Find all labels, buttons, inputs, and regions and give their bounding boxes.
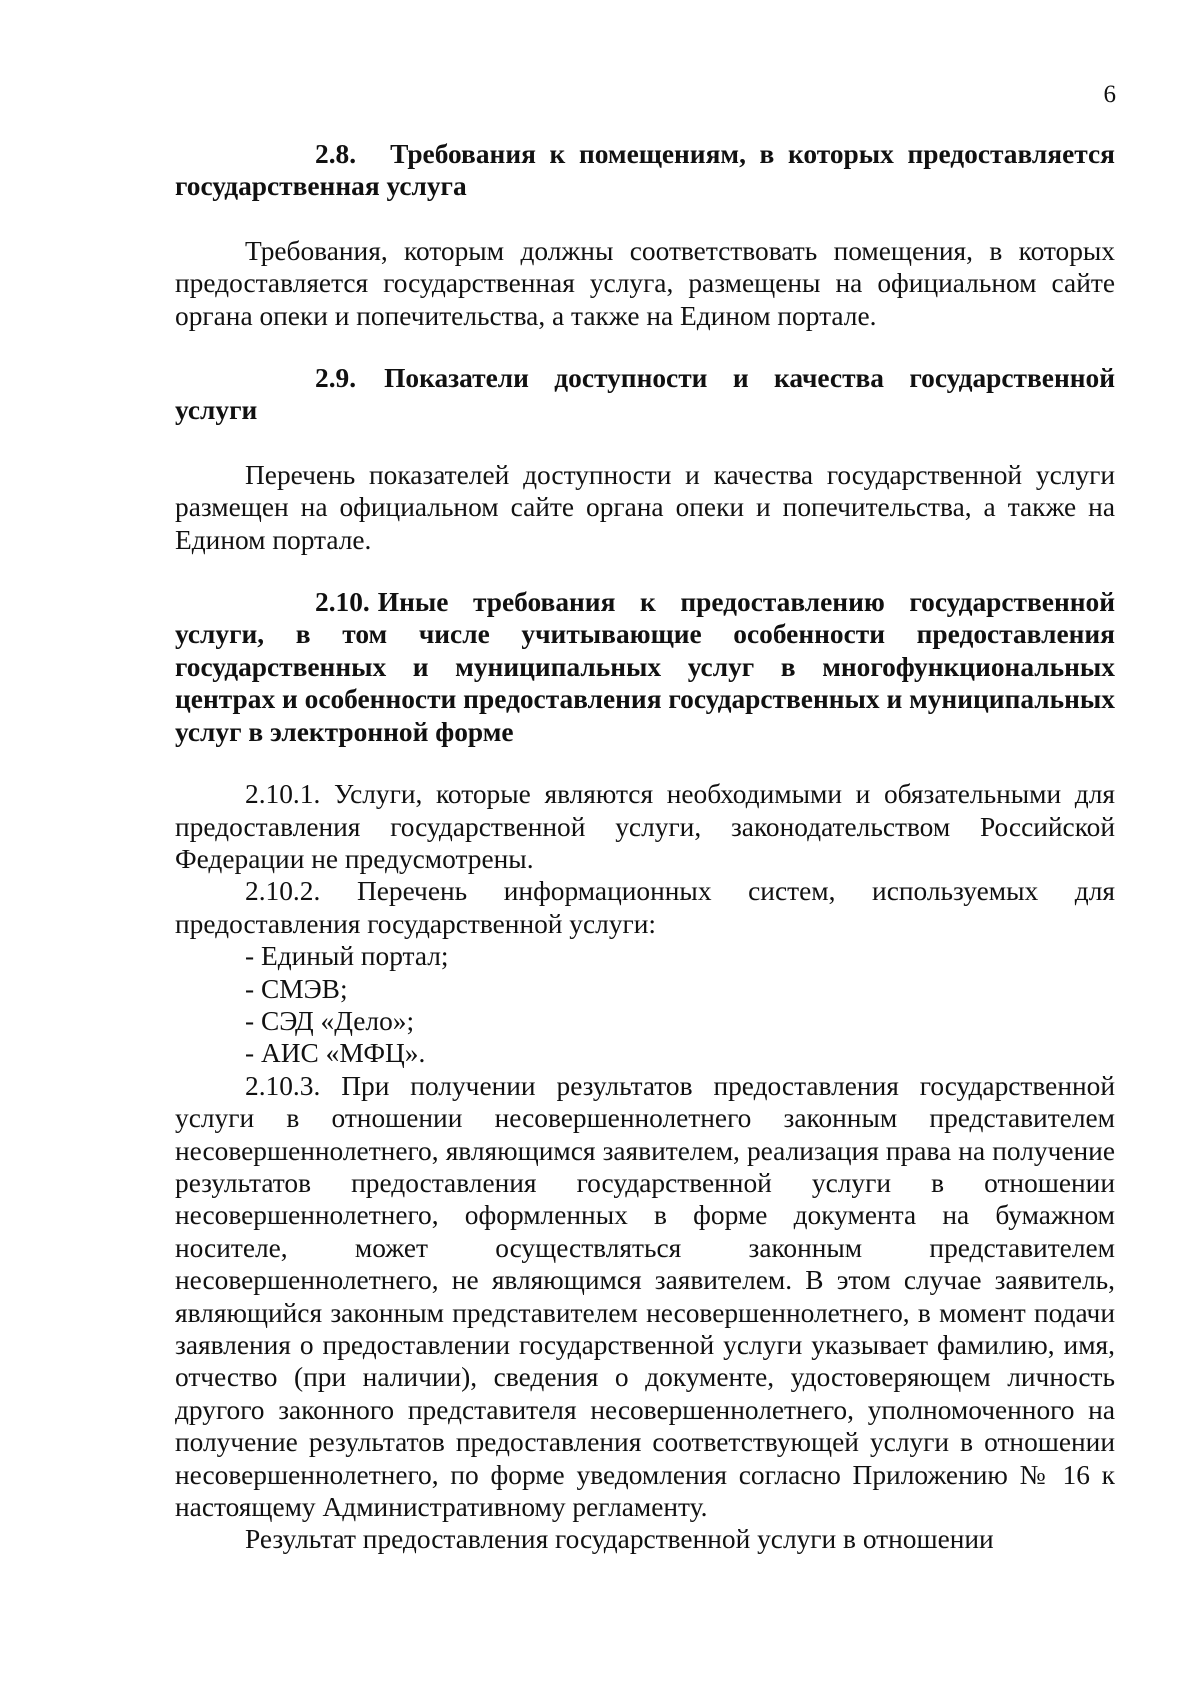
section-2-10-title: Иные требования к предоставлению государственной услуги, в том числе учитывающие особенности предоставления государственных и муниципальных услуг в многофункциональных центрах и особенности предоставления государственных и муниципальных услуг в электронной форме (175, 587, 1115, 747)
section-2-8-heading (175, 138, 1115, 203)
paragraph-2-10-1: 2.10.1. Услуги, которые являются необходимыми и обязательными для предоставления государственной услуги, законодательством Российской Федерации не предусмотрены. (175, 779, 1115, 874)
paragraph-result: Результат предоставления государственной услуги в отношении (245, 1524, 994, 1555)
section-2-10-heading (175, 586, 1115, 748)
system-list-item: - СЭД «Дело»; (245, 1005, 415, 1036)
paragraph-2-10-3: 2.10.3. При получении результатов предоставления государственной услуги в отношении несовершеннолетнего законным представителем несовершеннолетнего, являющимся заявителем, реализация права на получение результатов предоставления государственной услуги в отношении несовершеннолетнего, оформленных в форме документа на бумажном носителе, может осуществляться законным представителем несовершеннолетнего, не являющимся заявителем. В этом случае заявитель, являющийся законным представителем несовершеннолетнего, в момент подачи заявления о предоставлении государственной услуги указывает фамилию, имя, отчество (при наличии), сведения о документе, удостоверяющем личность другого законного представителя несовершеннолетнего, уполномоченного на получение результатов предоставления соответствующей услуги в отношении несовершеннолетнего, по форме уведомления согласно Приложению № 16 к настоящему Административному регламенту. (175, 1070, 1115, 1523)
page-number: 6 (1103, 81, 1116, 108)
section-2-8-number: 2.8. (315, 139, 357, 169)
section-2-9-body: Перечень показателей доступности и качества государственной услуги размещен на официальном сайте органа опеки и попечительства, а также на Едином портале. (175, 459, 1115, 555)
section-2-8-body: Требования, которым должны соответствовать помещения, в которых предоставляется государственная услуга, размещены на официальном сайте органа опеки и попечительства, а также на Едином портале. (175, 235, 1115, 331)
paragraph-2-10-2: 2.10.2. Перечень информационных систем, используемых для предоставления государственной услуги: (175, 876, 1115, 939)
system-list-item: - Единый портал; (245, 941, 449, 972)
section-2-9-number: 2.9. (315, 363, 357, 394)
system-list-item: - СМЭВ; (245, 973, 348, 1004)
section-2-9-title: Показатели доступности и качества государственной услуги (175, 363, 1115, 426)
section-2-8-title: Требования к помещениям, в которых предоставляется государственная услуга (175, 139, 1115, 202)
section-2-10-number: 2.10. (315, 587, 370, 618)
section-2-9-heading (175, 362, 1115, 427)
system-list-item: - АИС «МФЦ». (245, 1038, 426, 1069)
